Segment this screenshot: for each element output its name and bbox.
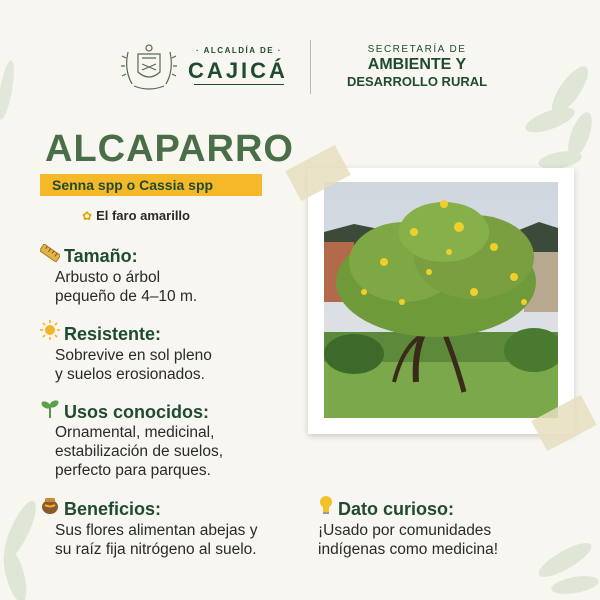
size-title: Tamaño: [64,246,138,266]
uses-title: Usos conocidos: [64,402,210,422]
flower-icon: ✿ [82,209,93,223]
plant-name: ALCAPARRO [45,128,294,170]
scientific-name-badge [40,174,262,196]
fact-line: indígenas como medicina! [318,541,499,558]
benefits-line: Sus flores alimentan abejas y [55,522,258,539]
secretariat-label: SECRETARÍA DE [367,44,467,55]
fact-line: ¡Usado por comunidades [318,522,492,539]
secretariat-name-line1: AMBIENTE Y [367,56,467,73]
leaf-decoration-bottom-right [520,530,600,600]
municipality-underline [194,84,284,85]
secretariat-name-line2: DESARROLLO RURAL [346,74,488,89]
resistant-line: y suelos erosionados. [55,366,205,383]
lightbulb-icon [318,495,334,520]
size-line: pequeño de 4–10 m. [55,288,198,305]
tree-photo [324,182,558,418]
header-divider [310,40,311,94]
resistant-body [55,346,212,384]
fact-title: Dato curioso: [338,499,455,519]
sprout-icon [40,398,60,423]
size-body [55,268,197,306]
nickname [82,208,190,223]
municipality-label: · ALCALDÍA DE · [196,46,282,55]
resistant-heading [40,320,161,345]
uses-body [55,423,223,480]
benefits-line: su raíz fija nitrógeno al suelo. [55,541,257,558]
municipal-seal-icon [120,40,178,94]
uses-line: Ornamental, medicinal, [55,424,215,441]
header [0,36,600,100]
municipality-name: CAJICÁ [188,58,288,83]
nickname-text: El faro amarillo [96,208,190,223]
fact-heading [318,495,454,520]
fact-body [318,521,498,559]
ruler-icon [40,244,60,267]
benefits-body [55,521,257,559]
uses-line: estabilización de suelos, [55,443,224,460]
size-heading [40,244,138,267]
uses-heading [40,398,209,423]
size-line: Arbusto o árbol [55,269,161,286]
benefits-title: Beneficios: [64,499,162,519]
resistant-line: Sobrevive en sol pleno [55,347,212,364]
benefits-heading [40,495,161,520]
scientific-name: Senna spp o Cassia spp [52,177,214,193]
resistant-title: Resistente: [64,324,162,344]
honey-pot-icon [40,495,60,520]
sun-icon [40,320,60,345]
uses-line: perfecto para parques. [55,462,211,479]
